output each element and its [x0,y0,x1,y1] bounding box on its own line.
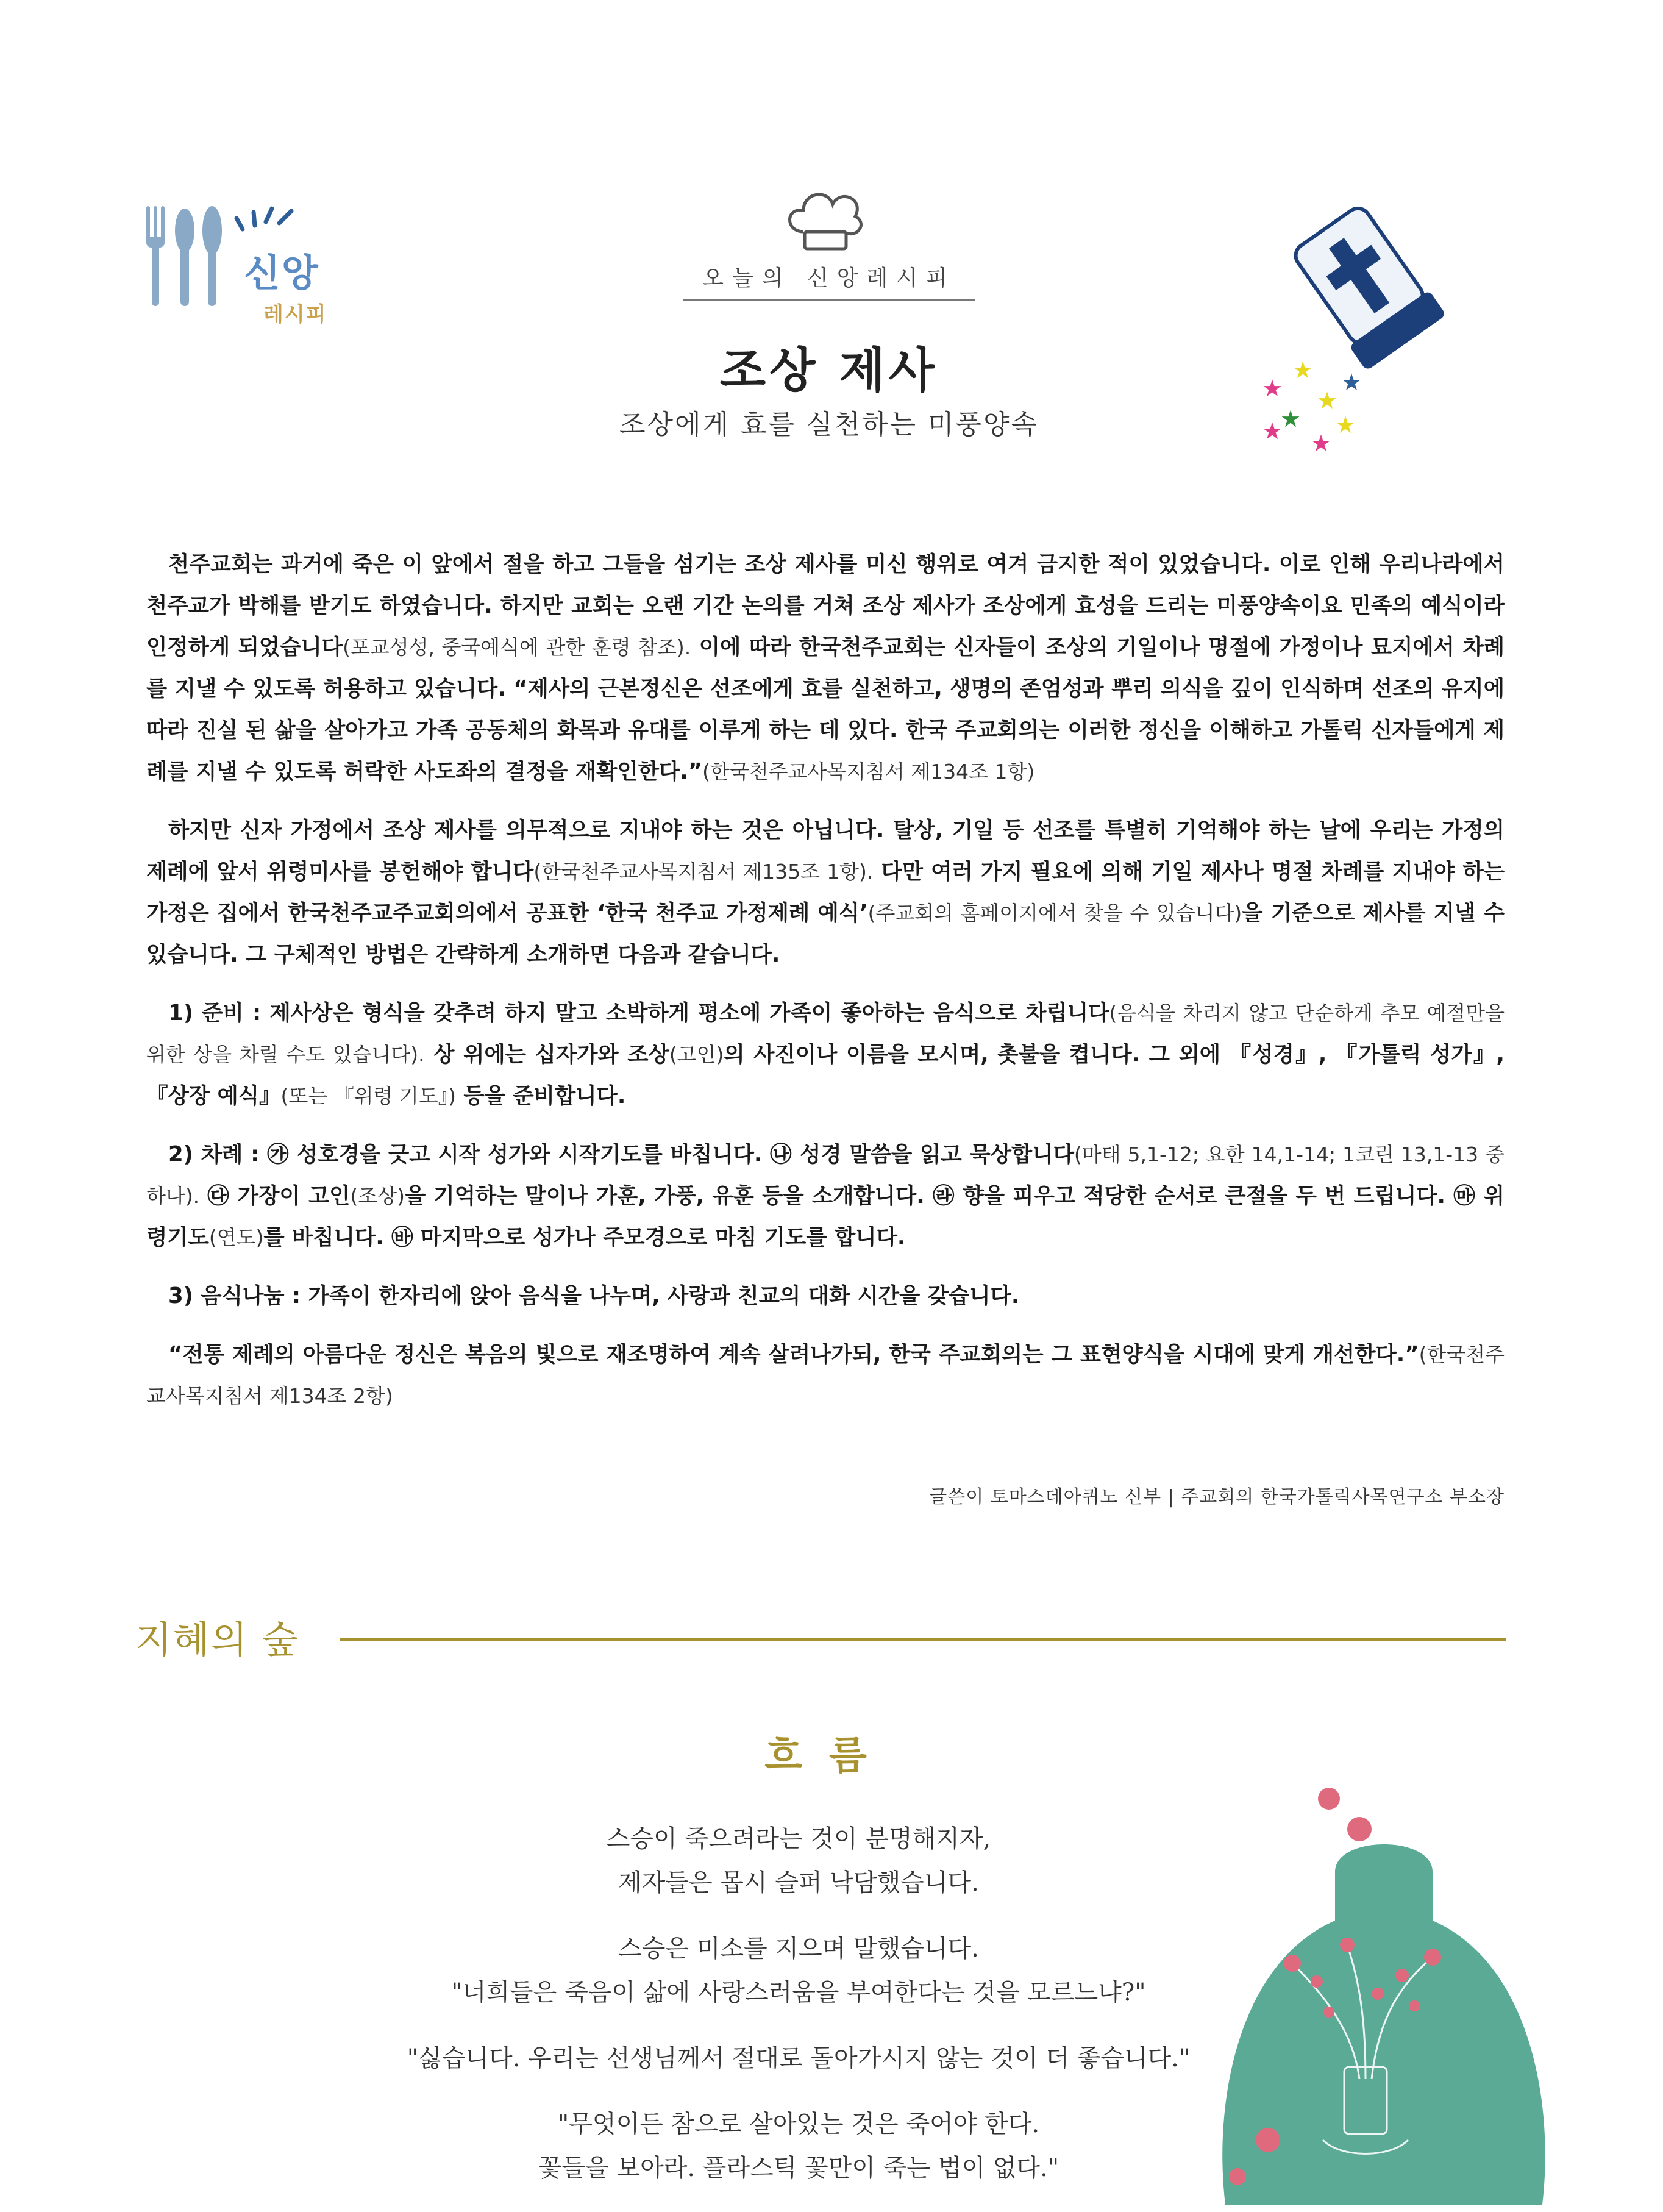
author-byline: 글쓴이 토마스데아퀴노 신부 | 주교회의 한국가톨릭사목연구소 부소장 [929,1486,1505,1508]
poem-line: 제자들은 몹시 슬퍼 낙담했습니다. [618,1869,979,1897]
flower-vase-illustration-icon [1213,1762,1554,2205]
svg-text:★: ★ [1262,418,1283,444]
poem-line: "너희들은 죽음이 삶에 사랑스러움을 부여한다는 것을 모르느냐?" [451,1978,1146,2007]
step-food-sharing: 3) 음식나눔 : 가족이 한자리에 앉아 음식을 나누며, 사랑과 친교의 대화 시간을 갖습니다. [168,1283,1020,1308]
svg-text:★: ★ [1292,357,1314,384]
article-paragraph-1: 천주교회는 과거에 죽은 이 앞에서 절을 하고 그들을 섬기는 조상 제사를 미신 행위로 여겨 금지한 적이 있었습니다. 이로 인해 우리나라에서 천주교가 박해를 받기도 하였습니다. 하지만 교회는 오랜 기간 논의를 거쳐 조상 제사가 조상에게 효성을 드리는 미풍양속이요 민족의 예식이라 인정하게 되었습니다(포교성성, 중국예식에 관한 훈령 참조). 이에 따라 한국천주교회는 신자들이 조상의 기일이나 명절에 가정이나 묘지에서 차례를 지낼 수 있도록 허용하고 있습니다. “제사의 근본정신은 선조에게 효를 실천하고, 생명의 존엄성과 뿌리 의식을 깊이 인식하며 선조의 유지에 따라 진실 된 삶을 살아가고 가족 공동체의 화목과 유대를 이루게 하는 데 있다. 한국 주교회의는 이러한 정신을 이해하고 가톨릭 신자들에게 제례를 지낼 수 있도록 허락한 사도좌의 결정을 재확인한다.”(한국천주교사목지침서 제134조 1항) [146,552,1505,784]
series-rule [683,299,975,301]
salt-shaker-cross-icon [1225,195,1481,463]
poem-line: "무엇이든 참으로 살아있는 것은 죽어야 한다. [557,2110,1040,2138]
article-body [146,544,1505,1419]
article-closing-quote: “전통 제례의 아름다운 정신은 복음의 빛으로 재조명하여 계속 살려나가되, 한국 주교회의는 그 표현양식을 시대에 맞게 개선한다.”(한국천주교사목지침서 제134조 2항) [146,1342,1505,1408]
logo-title: 신앙 [244,251,319,295]
svg-text:★: ★ [1311,430,1332,457]
section-rule [340,1638,1506,1641]
section-title: 지혜의 숲 [135,1618,300,1662]
series-title: 오늘의 신앙레시피 [702,266,956,291]
poem-line: "싫습니다. 우리는 선생님께서 절대로 돌아가시지 않는 것이 더 좋습니다." [407,2044,1191,2072]
poem-stanza [256,1927,1341,2014]
svg-text:★: ★ [1262,375,1283,402]
poem-body [256,1817,1341,2212]
svg-text:★: ★ [1317,387,1338,414]
poem-line: 스승은 미소를 지으며 말했습니다. [618,1935,979,1963]
svg-text:★: ★ [1335,412,1356,438]
poem-stanza [256,1817,1341,1905]
poem-stanza [256,2036,1341,2080]
svg-text:★: ★ [1341,369,1362,396]
svg-text:★: ★ [1280,405,1302,432]
page-title: 조상 제사 [719,343,939,398]
chef-hat-icon [779,183,871,256]
article-paragraph-2: 하지만 신자 가정에서 조상 제사를 의무적으로 지내야 하는 것은 아닙니다. 탈상, 기일 등 선조를 특별히 기억해야 하는 날에 우리는 가정의 제례에 앞서 위령미사를 봉헌해야 합니다(한국천주교사목지침서 제135조 1항). 다만 여러 가지 필요에 의해 기일 제사나 명절 차례를 지내야 하는 가정은 집에서 한국천주교주교회의에서 공표한 ‘한국 천주교 가정제례 예식’(주교회의 홈페이지에서 찾을 수 있습니다)을 기준으로 제사를 지낼 수 있습니다. 그 구체적인 방법은 간략하게 소개하면 다음과 같습니다. [146,818,1505,967]
step-ritual: 2) 차례 : ㉮ 성호경을 긋고 시작 성가와 시작기도를 바칩니다. ㉯ 성경 말씀을 읽고 묵상합니다(마태 5,1-12; 요한 14,1-14; 1코린 13,1-13 중 하나). ㉰ 가장이 고인(조상)을 기억하는 말이나 가훈, 가풍, 유훈 등을 소개합니다. ㉱ 향을 피우고 적당한 순서로 큰절을 두 번 드립니다. ㉲ 위령기도(연도)를 바칩니다. ㉳ 마지막으로 성가나 주모경으로 마침 기도를 합니다. [146,1142,1505,1250]
step-preparation: 1) 준비 : 제사상은 형식을 갖추려 하지 말고 소박하게 평소에 가족이 좋아하는 음식으로 차립니다(음식을 차리지 않고 단순하게 추모 예절만을 위한 상을 차릴 수도 있습니다). 상 위에는 십자가와 조상(고인)의 사진이나 이름을 모시며, 촛불을 켭니다. 그 외에 『성경』, 『가톨릭 성가』, 『상장 예식』(또는 『위령 기도』) 등을 준비합니다. [146,1001,1505,1108]
logo-subtitle: 레시피 [263,302,327,327]
poem-stanza [256,2102,1341,2190]
poem-line: 스승이 죽으려라는 것이 분명해지자, [606,1825,991,1853]
poem-title: 흐름 [764,1733,894,1779]
page-subtitle: 조상에게 효를 실천하는 미풍양속 [619,409,1039,440]
poem-line: 꽃들을 보아라. 플라스틱 꽃만이 죽는 법이 없다." [538,2154,1059,2182]
